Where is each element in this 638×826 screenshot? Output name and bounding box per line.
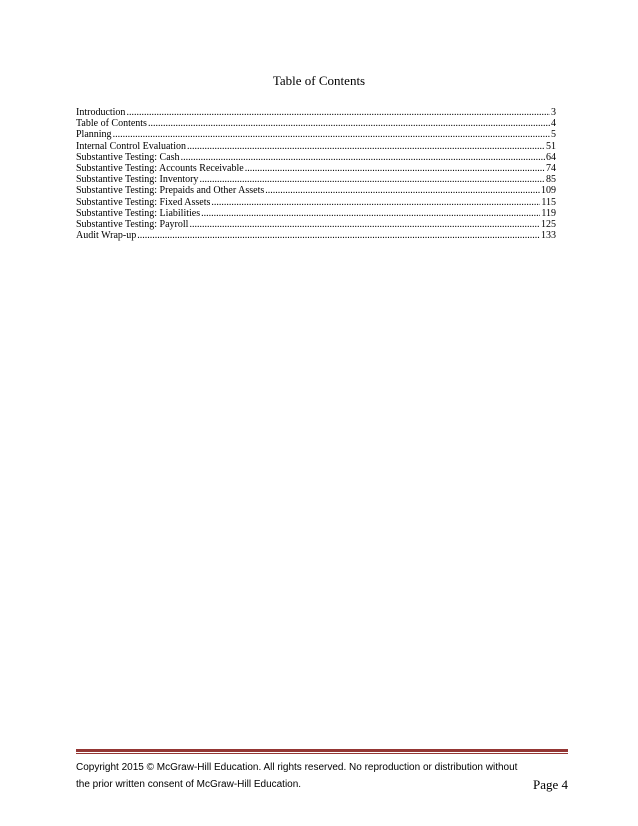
footer-line-2 [76,776,568,793]
toc-entry-page: 5 [551,129,556,141]
toc-entry-label: Planning [76,129,112,141]
toc-entry-page: 133 [541,230,556,242]
toc-entry-label: Substantive Testing: Fixed Assets [76,196,211,208]
toc-entry-page: 74 [546,162,556,174]
footer-rule-thick [76,749,568,752]
toc-entry-prepaids-and-other-assets[interactable] [76,185,556,196]
toc-entry-page: 64 [546,151,556,163]
copyright-line-2: the prior written consent of McGraw-Hill Education. [76,779,302,790]
copyright-line-1: Copyright 2015 © McGraw-Hill Education. All rights reserved. No reproduction or distribution without [76,762,518,773]
toc-entry-planning[interactable] [76,129,556,140]
toc-entry-label: Internal Control Evaluation [76,140,186,152]
page-footer [76,759,568,793]
dot-leader [181,152,545,163]
dot-leader [126,107,550,118]
toc-entry-label: Substantive Testing: Payroll [76,218,189,230]
dot-leader [265,185,540,196]
dot-leader [199,174,545,185]
dot-leader [245,163,545,174]
dot-leader [189,219,540,230]
dot-leader [148,118,550,129]
toc-entry-inventory[interactable] [76,174,556,185]
toc-entry-page: 51 [546,140,556,152]
toc-title: Table of Contents [272,73,366,88]
dot-leader [211,197,540,208]
dot-leader [187,141,545,152]
toc-entry-liabilities[interactable] [76,208,556,219]
toc-entry-cash[interactable] [76,152,556,163]
toc-entry-payroll[interactable] [76,219,556,230]
toc-entry-page: 3 [551,107,556,118]
dot-leader [113,129,550,140]
toc-entry-label: Substantive Testing: Prepaids and Other Assets [76,185,265,197]
toc-entry-page: 115 [541,196,556,208]
toc-entry-table-of-contents[interactable] [76,118,556,129]
toc-entry-label: Substantive Testing: Liabilities [76,207,201,219]
toc-entry-page: 4 [551,118,556,130]
footer-rule-thin [76,753,568,754]
toc-entry-label: Table of Contents [76,118,147,130]
toc-entry-label: Introduction [76,107,126,118]
toc-entry-internal-control-evaluation[interactable] [76,141,556,152]
page-number: Page 4 [532,777,568,792]
toc-entry-page: 109 [541,185,556,197]
toc-entry-page: 119 [541,207,556,219]
toc-entry-audit-wrap-up[interactable] [76,230,556,241]
toc-entry-introduction[interactable] [76,107,556,118]
toc-entry-fixed-assets[interactable] [76,197,556,208]
toc-entry-label: Substantive Testing: Cash [76,151,180,163]
toc-entry-label: Substantive Testing: Accounts Receivable [76,162,244,174]
toc-entry-label: Substantive Testing: Inventory [76,174,199,186]
toc-entry-page: 85 [546,174,556,186]
toc-entry-accounts-receivable[interactable] [76,163,556,174]
toc-list [76,107,556,241]
toc-entry-page: 125 [541,218,556,230]
toc-entry-label: Audit Wrap-up [76,230,137,242]
dot-leader [137,230,540,241]
dot-leader [201,208,540,219]
